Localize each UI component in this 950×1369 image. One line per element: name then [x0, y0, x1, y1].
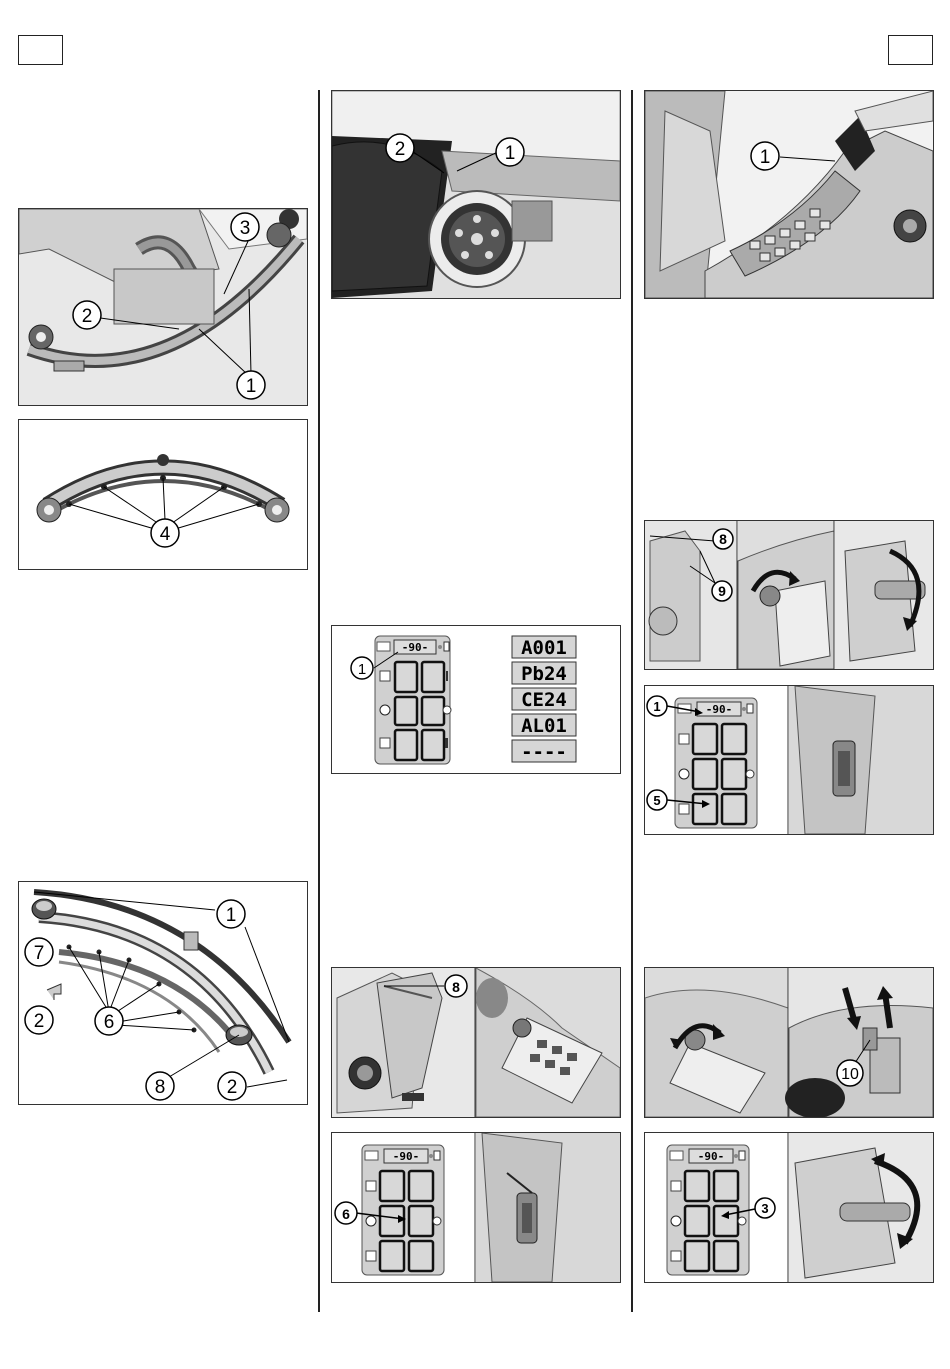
callout-1: [237, 371, 265, 399]
alarm-code: CE24: [521, 689, 567, 711]
svg-text:1: 1: [653, 699, 661, 714]
callout-6: [335, 1202, 357, 1224]
alarm-code: AL01: [521, 715, 567, 737]
callout-4: [151, 519, 179, 547]
svg-text:1: 1: [759, 147, 771, 168]
figure-display-codes: [331, 625, 621, 774]
callout-2: [73, 301, 101, 329]
callout-1: [647, 696, 667, 716]
callout-6: [95, 1007, 123, 1035]
callout-1: [496, 138, 524, 166]
alarm-code-list: [512, 636, 576, 763]
figure-wheel-bolt: [331, 90, 621, 299]
column-divider-left: [318, 90, 320, 1312]
figure-panel-key-3: [644, 1132, 934, 1283]
svg-text:5: 5: [653, 793, 661, 808]
svg-text:2: 2: [33, 1011, 45, 1032]
svg-text:10: 10: [841, 1066, 859, 1083]
svg-text:-90-: -90-: [401, 641, 429, 654]
svg-text:3: 3: [761, 1201, 769, 1216]
figure-squeegee-exploded: [18, 881, 308, 1105]
svg-text:2: 2: [81, 306, 93, 327]
svg-text:8: 8: [719, 531, 727, 547]
figure-squeegee-screws: [18, 419, 308, 570]
callout-8: [146, 1072, 174, 1100]
svg-text:2: 2: [226, 1077, 238, 1098]
svg-text:7: 7: [33, 943, 45, 964]
callout-8: [713, 529, 733, 549]
figure-machine-top: [644, 90, 934, 299]
callout-5: [647, 790, 667, 810]
svg-text:1: 1: [245, 376, 257, 397]
figure-battery-connector: [331, 967, 621, 1118]
figure-panel-key-5: [644, 685, 934, 835]
callout-8: [445, 975, 467, 997]
svg-text:-90-: -90-: [392, 1150, 420, 1163]
svg-text:-90-: -90-: [697, 1150, 725, 1163]
svg-text:6: 6: [342, 1206, 350, 1222]
figure-lever-10: [644, 967, 934, 1118]
figure-panel-key-6: [331, 1132, 621, 1283]
column-divider-right: [631, 90, 633, 1312]
svg-text:8: 8: [452, 979, 460, 995]
svg-text:1: 1: [357, 661, 367, 678]
svg-text:1: 1: [225, 905, 237, 926]
callout-10: [837, 1060, 863, 1086]
callout-2: [25, 1006, 53, 1034]
svg-text:3: 3: [239, 218, 251, 239]
alarm-code: Pb24: [521, 663, 567, 685]
svg-text:8: 8: [154, 1077, 166, 1098]
callout-7: [25, 938, 53, 966]
figure-squeegee-hose: [18, 208, 308, 406]
callout-3: [755, 1198, 775, 1218]
callout-1: [751, 142, 779, 170]
callout-3: [231, 213, 259, 241]
callout-2: [386, 134, 414, 162]
svg-text:9: 9: [718, 583, 726, 599]
callout-1: [351, 657, 373, 679]
alarm-code: ----: [521, 741, 567, 763]
svg-text:1: 1: [504, 143, 516, 164]
figure-brush-motor-bolts: [644, 520, 934, 670]
alarm-code: A001: [521, 637, 567, 659]
page-box-right: [888, 35, 933, 65]
svg-text:-90-: -90-: [705, 703, 733, 716]
svg-text:2: 2: [394, 139, 406, 160]
page-box-left: [18, 35, 63, 65]
callout-2b: [218, 1072, 246, 1100]
svg-text:4: 4: [159, 524, 171, 545]
svg-text:6: 6: [103, 1012, 115, 1033]
callout-9: [712, 581, 732, 601]
control-panel: [375, 636, 451, 764]
callout-1: [217, 900, 245, 928]
